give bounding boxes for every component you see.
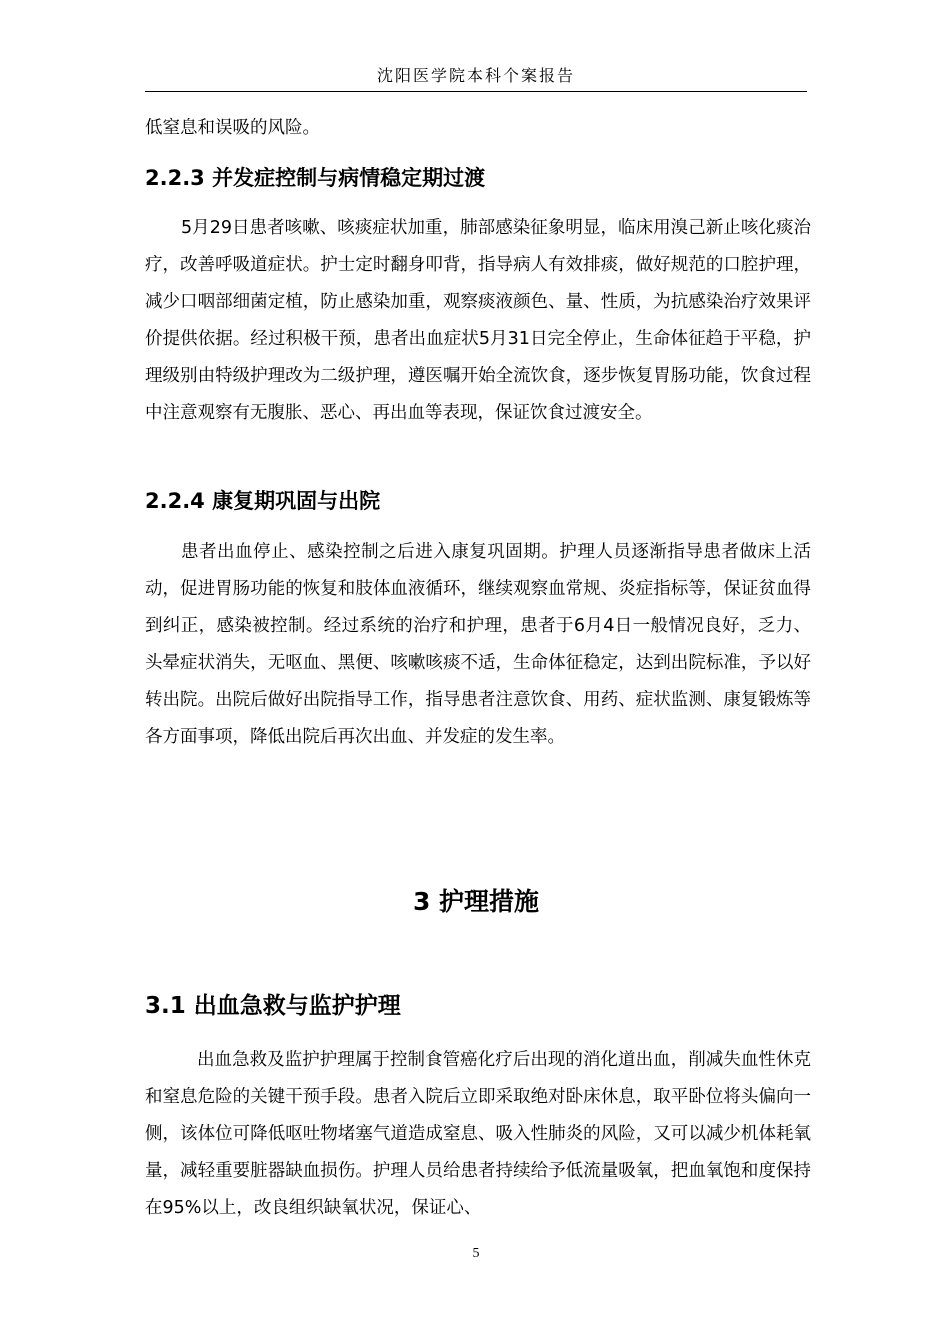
- continuation-paragraph: 低窒息和误吸的风险。: [145, 118, 320, 138]
- heading-3-1: 3.1 出血急救与监护护理: [145, 993, 401, 1019]
- header-divider: [145, 91, 807, 92]
- heading-2-2-3: 2.2.3 并发症控制与病情稳定期过渡: [145, 166, 486, 190]
- paragraph-2-2-3: 5月29日患者咳嗽、咳痰症状加重，肺部感染征象明显，临床用溴己新止咳化痰治疗，改善呼吸道症状。护士定时翻身叩背，指导病人有效排痰，做好规范的口腔护理，减少口咽部细菌定植，防止感染加重，观察痰液颜色、量、性质，为抗感染治疗效果评价提供依据。经过积极干预，患者出血症状5月31日完全停止，生命体征趋于平稳，护理级别由特级护理改为二级护理，遵医嘱开始全流饮食，逐步恢复胃肠功能，饮食过程中注意观察有无腹胀、恶心、再出血等表现，保证饮食过渡安全。: [145, 218, 811, 423]
- paragraph-3-1: 出血急救及监护护理属于控制食管癌化疗后出现的消化道出血，削减失血性休克和窒息危险的关键干预手段。患者入院后立即采取绝对卧床休息，取平卧位将头偏向一侧，该体位可降低呕吐物堵塞气道造成窒息、吸入性肺炎的风险，又可以减少机体耗氧量，减轻重要脏器缺血损伤。护理人员给患者持续给予低流量吸氧，把血氧饱和度保持在95%以上，改良组织缺氧状况，保证心、: [145, 1050, 811, 1218]
- running-header: 沈阳医学院本科个案报告: [376, 66, 575, 85]
- chapter-3-title: 3 护理措施: [412, 887, 540, 916]
- paragraph-2-2-4: 患者出血停止、感染控制之后进入康复巩固期。护理人员逐渐指导患者做床上活动，促进胃肠功能的恢复和肢体血液循环，继续观察血常规、炎症指标等，保证贫血得到纠正，感染被控制。经过系统的治疗和护理，患者于6月4日一般情况良好，乏力、头晕症状消失，无呕血、黑便、咳嗽咳痰不适，生命体征稳定，达到出院标准，予以好转出院。出院后做好出院指导工作，指导患者注意饮食、用药、症状监测、康复锻炼等各方面事项，降低出院后再次出血、并发症的发生率。: [145, 542, 811, 747]
- page-number: 5: [472, 1246, 480, 1261]
- heading-2-2-4: 2.2.4 康复期巩固与出院: [145, 489, 381, 513]
